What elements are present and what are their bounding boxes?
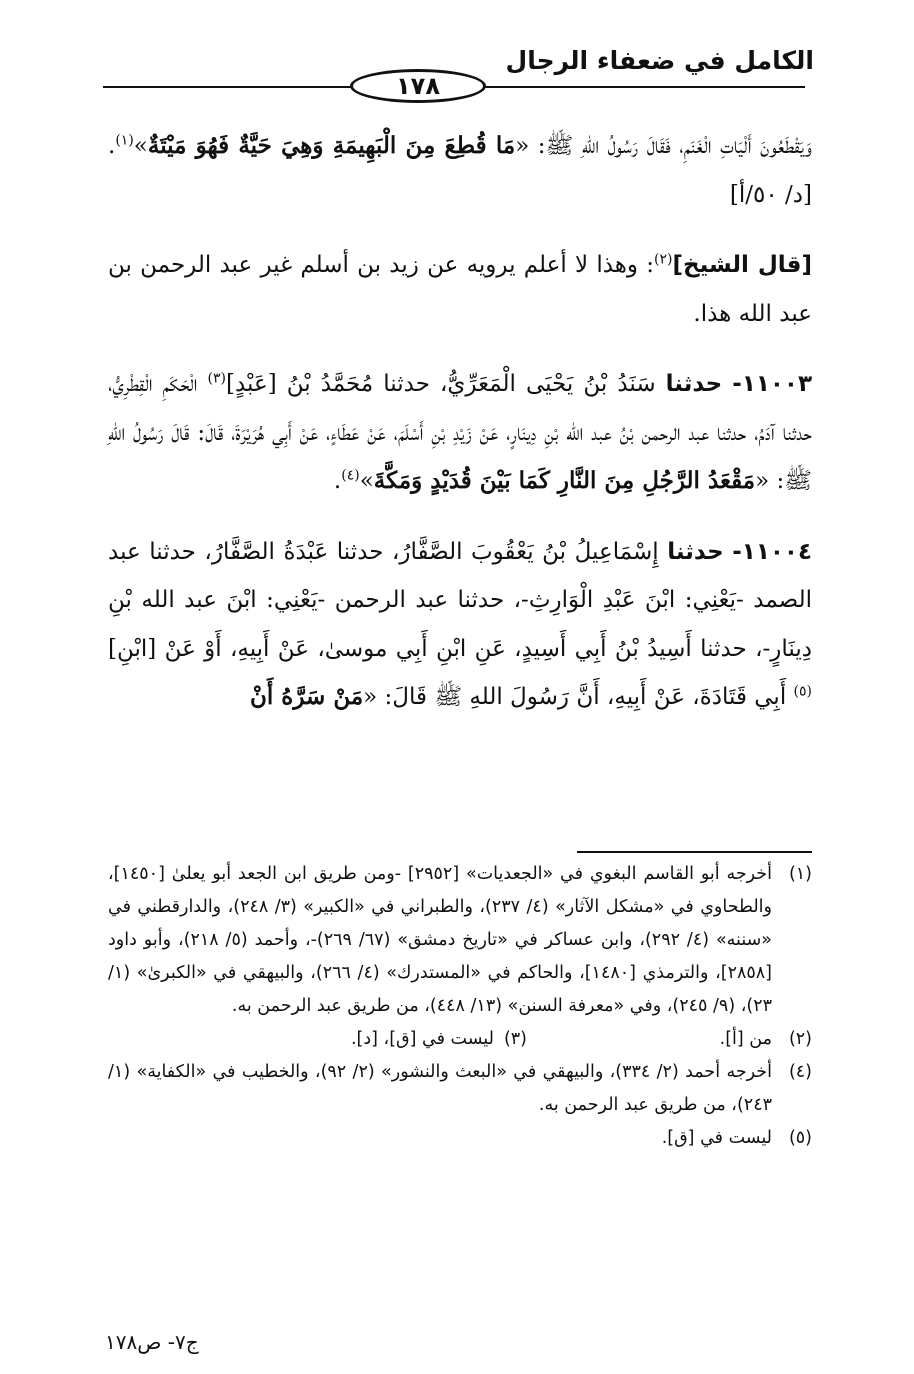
footnote-text: ليست في [ق]، [د]. [350,1029,494,1049]
footnote-text: من [أ]. [719,1029,772,1049]
main-text [108,122,812,722]
shaykh-label: [قال الشيخ] [672,252,812,278]
footnote-marker: (٣) [207,370,226,387]
page-number: ١٧٨ [396,72,440,100]
footnote-marker: (١) [115,132,134,149]
footnote-row-2-3 [108,1023,812,1056]
text-segment: » [133,133,148,159]
footnote-number: (٢) [788,1029,812,1049]
page-number-badge [350,69,486,103]
footnote-2 [527,1023,812,1056]
footnote-number: (١) [788,864,812,884]
volume-page-reference: ج٧- ص١٧٨ [105,1330,199,1354]
footnote-text: ليست في [ق]. [661,1128,772,1148]
footnotes [108,858,812,1155]
footnote-5 [108,1122,812,1155]
hadith-text: مَنْ سَرَّهُ أَنْ [250,683,364,710]
footnote-rule [577,851,812,853]
footnote-marker: (٤) [341,467,360,484]
footnote-4 [108,1056,812,1122]
hadith-text: مَقْعَدُ الرَّجُلِ مِنَ النَّارِ كَمَا بَيْنَ قُدَيْدٍ وَمَكَّةَ [373,467,756,494]
isnad-text: إِسْمَاعِيلُ بْنُ يَعْقُوبَ الصَّفَّارُ، حدثنا عَبْدَةُ الصَّفَّارُ، حدثنا عبد الصمد -يَعْنِي: ابْنَ عَبْدِ الْوَارِثِ-، حدثنا عبد الرحمن -يَعْنِي: ابْنَ عبد الله بْنِ دِينَارٍ-، حدثنا أَسِيدُ بْنُ أَبِي أَسِيدٍ، عَنِ ابْنِ أَبِي موسىٰ، عَنْ أَبِيهِ، أَوْ عَنْ [ابْنِ] [108,538,812,662]
footnote-1 [108,858,812,1023]
haddathana-label: حدثنا [667,538,724,565]
haddathana-label: حدثنا [665,371,723,397]
footnote-text: أخرجه أبو القاسم البغوي في «الجعديات» [٢٩٥٢] -ومن طريق ابن الجعد أبو يعلىٰ [١٤٥٠]، والطحاوي في «مشكل الآثار» (٤/ ٢٣٧)، والطبراني في «الكبير» (٣/ ٢٤٨)، والدارقطني في «سننه» (٤/ ٢٩٢)، وابن عساكر في «تاريخ دمشق» (٦٧/ ٢٦٩)-، وأحمد (٥/ ٢١٨)، وأبو داود [٢٨٥٨]، والترمذي [١٤٨٠]، والحاكم في «المستدرك» (٤/ ٢٦٦)، والبيهقي في «الكبرىٰ» (١/ ٢٣)، (٩/ ٢٤٥)، وفي «معرفة السنن» (١٣/ ٤٤٨)، من طريق عبد الرحمن به. [108,864,772,1016]
footnote-marker: (٢) [654,251,673,268]
paragraph-shaykh-comment [108,241,812,338]
isnad-text: أَبِي قَتَادَةَ، عَنْ أَبِيهِ، أَنَّ رَسُولَ اللهِ ﷺ قَالَ: « [363,684,794,710]
paragraph-continuation [108,122,812,219]
text-segment: » [359,468,374,494]
isnad-text: سَنَدُ بْنُ يَحْيَى الْمَعَرِّيُّ، حدثنا مُحَمَّدُ بْنُ [عَبْدٍ] [225,371,666,397]
footnote-number: (٥) [788,1128,812,1148]
footnote-marker: (٥) [793,683,812,700]
footnote-3 [351,1023,527,1056]
text-segment: . [333,468,342,494]
footnote-number: (٣) [503,1029,527,1049]
footnote-number: (٤) [788,1062,812,1082]
manuscript-ref: . [د/ ٥٠/أ] [108,133,812,208]
text-segment: : وهذا لا أعلم يرويه عن زيد بن أسلم غير عبد الرحمن بن عبد الله هذا. [108,252,812,327]
entry-number: ١١٠٠٤- [732,538,812,565]
entry-number: ١١٠٠٣- [732,371,813,397]
running-title: الكامل في ضعفاء الرجال [505,46,814,75]
footnote-text: أخرجه أحمد (٢/ ٣٣٤)، والبيهقي في «البعث والنشور» (٢/ ٩٢)، والخطيب في «الكفاية» (١/ ٢٤٣)، من طريق عبد الرحمن به. [108,1062,772,1115]
text-segment: وَيَقْطَعُونَ أَلْيَاتِ الْغَنَمِ، فَقَالَ رَسُولُ اللهِ ﷺ: « [515,133,812,159]
hadith-entry-11004 [108,528,812,722]
hadith-text: مَا قُطِعَ مِنَ الْبَهِيمَةِ وَهِيَ حَيَّةٌ فَهُوَ مَيْتَةٌ [147,132,516,159]
hadith-entry-11003 [108,360,812,506]
isnad-text: الْحَكَمِ الْقِطْرِيُّ، حدثنا آدَمُ، حدثنا عبد الرحمن بْنُ عبد الله بْنِ دِينَارٍ، عَنْ زَيْدِ بْنِ أَسْلَمَ، عَنْ عَطَاءٍ، عَنْ أَبِي هُرَيْرَةَ، قَالَ: قَالَ رَسُولُ اللهِ ﷺ: « [108,371,812,494]
